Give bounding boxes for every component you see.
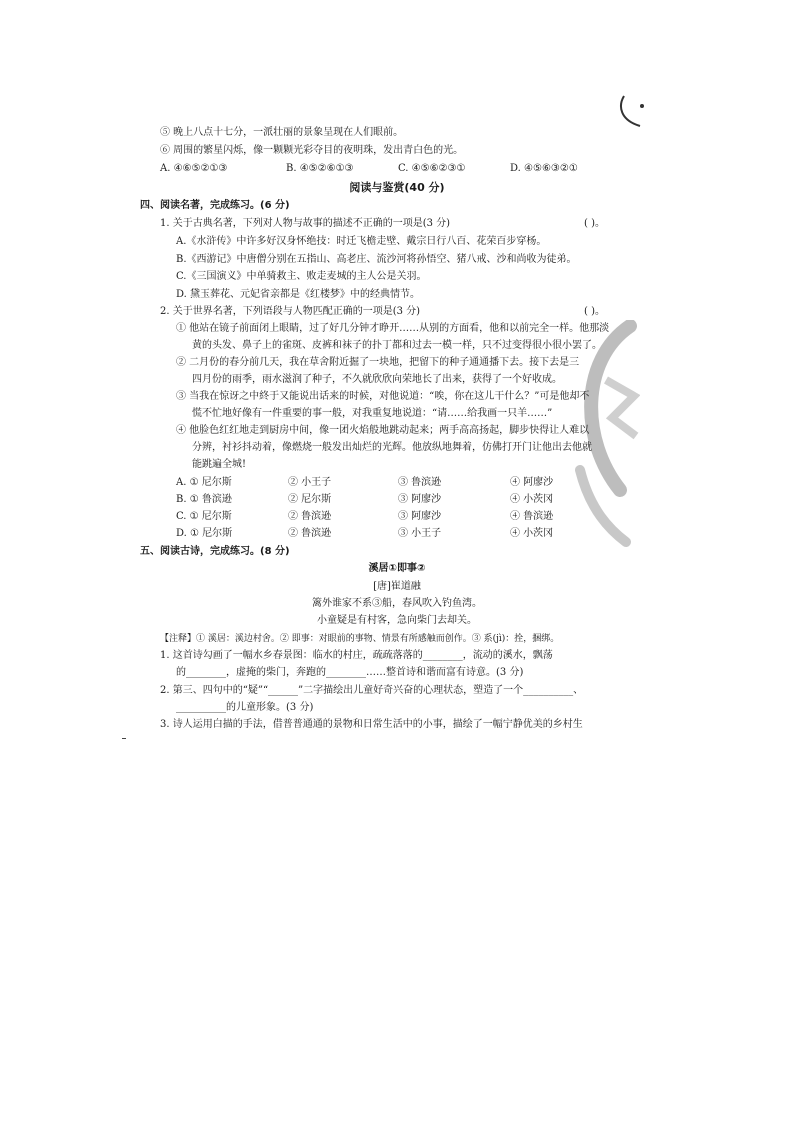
q1-answer-paren: ( )。 bbox=[584, 218, 605, 229]
p5-q3-line-1: 3. 诗人运用白描的手法，借普普通通的景物和日常生活中的小事，描绘了一幅宁静优美的乡村生 bbox=[160, 719, 583, 730]
q2-row-a-col3: ③ 鲁滨逊 bbox=[398, 477, 442, 488]
q2-row-d-col3: ③ 小王子 bbox=[398, 528, 442, 539]
q2-passage-1a: ① 他站在镜子前面闭上眼睛，过了好几分钟才睁开……从别的方面看，他和以前完全一样。他那淡 bbox=[176, 323, 610, 334]
q1-option-c: C.《三国演义》中单骑救主、败走麦城的主人公是关羽。 bbox=[176, 271, 427, 282]
q2-stem: 2. 关于世界名著，下列语段与人物匹配正确的一项是(3 分) bbox=[160, 306, 421, 317]
q2-row-c-col3: ③ 阿廖沙 bbox=[398, 511, 442, 522]
q2-row-d-col4: ④ 小茨冈 bbox=[510, 528, 554, 539]
q2-passage-1b: 黄的头发、鼻子上的雀斑、皮裤和袜子的扑丁都和过去一模一样，只不过变得很小很小罢了。 bbox=[192, 340, 602, 351]
poem-author: [唐]崔道融 bbox=[373, 581, 421, 592]
q2-passage-4a: ④ 他脸色红红地走到厨房中间，像一团火焰般地跳动起来；两手高高扬起，脚步快得让人难以 bbox=[176, 425, 590, 436]
prev-item-6: ⑥ 周围的繁星闪烁，像一颗颗光彩夺目的夜明珠，发出青白色的光。 bbox=[160, 145, 464, 156]
prev-option-a: A. ④⑥⑤②①③ bbox=[160, 163, 228, 174]
q2-row-c-col1: C. ① 尼尔斯 bbox=[176, 511, 232, 522]
poem-title: 溪居①即事② bbox=[368, 563, 426, 574]
q2-row-a-col4: ④ 阿廖沙 bbox=[510, 477, 554, 488]
q2-passage-4b: 分辨，衬衫抖动着，像燃烧一般发出灿烂的光辉。他放纵地舞着，仿佛打开门让他出去他就 bbox=[192, 442, 592, 453]
prev-option-d: D. ④⑤⑥③②① bbox=[510, 163, 578, 174]
q2-row-b-col2: ② 尼尔斯 bbox=[288, 494, 332, 505]
q2-answer-paren: ( )。 bbox=[584, 306, 605, 317]
q2-passage-3b: 慌不忙地好像有一件重要的事一般，对我重复地说道：“请……给我画一只羊……” bbox=[192, 408, 553, 419]
q2-passage-3a: ③ 当我在惊讶之中終于又能说出话来的时候，对他说道：“唉，你在这儿干什么？”可是他却不 bbox=[176, 391, 590, 402]
part4-heading: 四、阅读名著，完成练习。(6 分) bbox=[140, 200, 290, 211]
section-title: 阅读与鉴赏(40 分) bbox=[349, 181, 445, 194]
q1-option-b: B.《西游记》中唐僧分别在五指山、高老庄、流沙河将孙悟空、猪八戒、沙和尚收为徒弟。 bbox=[176, 254, 577, 265]
q2-row-b-col3: ③ 阿廖沙 bbox=[398, 494, 442, 505]
q2-row-b-col1: B. ① 鲁滨逊 bbox=[176, 494, 232, 505]
prev-option-c: C. ④⑤⑥②③① bbox=[398, 163, 466, 174]
q2-row-d-col2: ② 鲁滨逊 bbox=[288, 528, 332, 539]
q2-row-a-col2: ② 小王子 bbox=[288, 477, 332, 488]
poem-line-1: 篱外谁家不系③船，春风吹入钓鱼湾。 bbox=[312, 598, 482, 609]
q2-passage-4c: 能跳遍全城! bbox=[192, 459, 247, 470]
p5-q1-line-2: 的________，虚掩的柴门，奔跑的________……整首诗和谐而富有诗意。(3 分) bbox=[176, 667, 524, 678]
q2-passage-2b: 四月份的雨季，雨水滋润了种子，不久就欣欣向荣地长了出来，获得了一个好收成。 bbox=[192, 374, 562, 385]
q1-stem: 1. 关于古典名著，下列对人物与故事的描述不正确的一项是(3 分) bbox=[160, 218, 451, 229]
q2-passage-2a: ② 二月份的春分前几天，我在草舍附近掘了一块地，把留下的种子通通播下去。接下去是三 bbox=[176, 357, 580, 368]
prev-item-5: ⑤ 晚上八点十七分，一派壮丽的景象呈现在人们眼前。 bbox=[160, 127, 404, 138]
q1-option-a: A.《水浒传》中许多好汉身怀绝技：时迁飞檐走壁、戴宗日行八百、花荣百步穿杨。 bbox=[176, 236, 547, 247]
q2-row-d-col1: D. ① 尼尔斯 bbox=[176, 528, 233, 539]
q2-row-b-col4: ④ 小茨冈 bbox=[510, 494, 554, 505]
poem-note: 【注释】① 溪居：溪边村舍。② 即事：对眼前的事物、情景有所感触而创作。③ 系(jì)：拴，捆绑。 bbox=[160, 634, 560, 644]
q1-option-d: D. 黛玉葬花、元妃省亲都是《红楼梦》中的经典情节。 bbox=[176, 289, 421, 300]
margin-tick bbox=[122, 738, 126, 739]
q2-row-c-col4: ④ 鲁滨逊 bbox=[510, 511, 554, 522]
prev-option-b: B. ④⑤②⑥①③ bbox=[286, 163, 354, 174]
p5-q2-line-1: 2. 第三、四句中的“疑”“______”二字描绘出儿童好奇兴奋的心理状态，塑造了一个__________、 bbox=[160, 685, 584, 696]
p5-q1-line-1: 1. 这首诗勾画了一幅水乡春景图：临水的村庄，疏疏落落的________，流动的溪水，飘荡 bbox=[160, 650, 553, 661]
q2-row-a-col1: A. ① 尼尔斯 bbox=[176, 477, 232, 488]
q2-row-c-col2: ② 鲁滨逊 bbox=[288, 511, 332, 522]
part5-heading: 五、阅读古诗，完成练习。(8 分) bbox=[140, 546, 290, 557]
p5-q2-line-2: __________的儿童形象。(3 分) bbox=[176, 702, 314, 713]
corner-stamp-icon bbox=[612, 92, 646, 132]
poem-line-2: 小童疑是有村客，急向柴门去却关。 bbox=[317, 615, 477, 626]
